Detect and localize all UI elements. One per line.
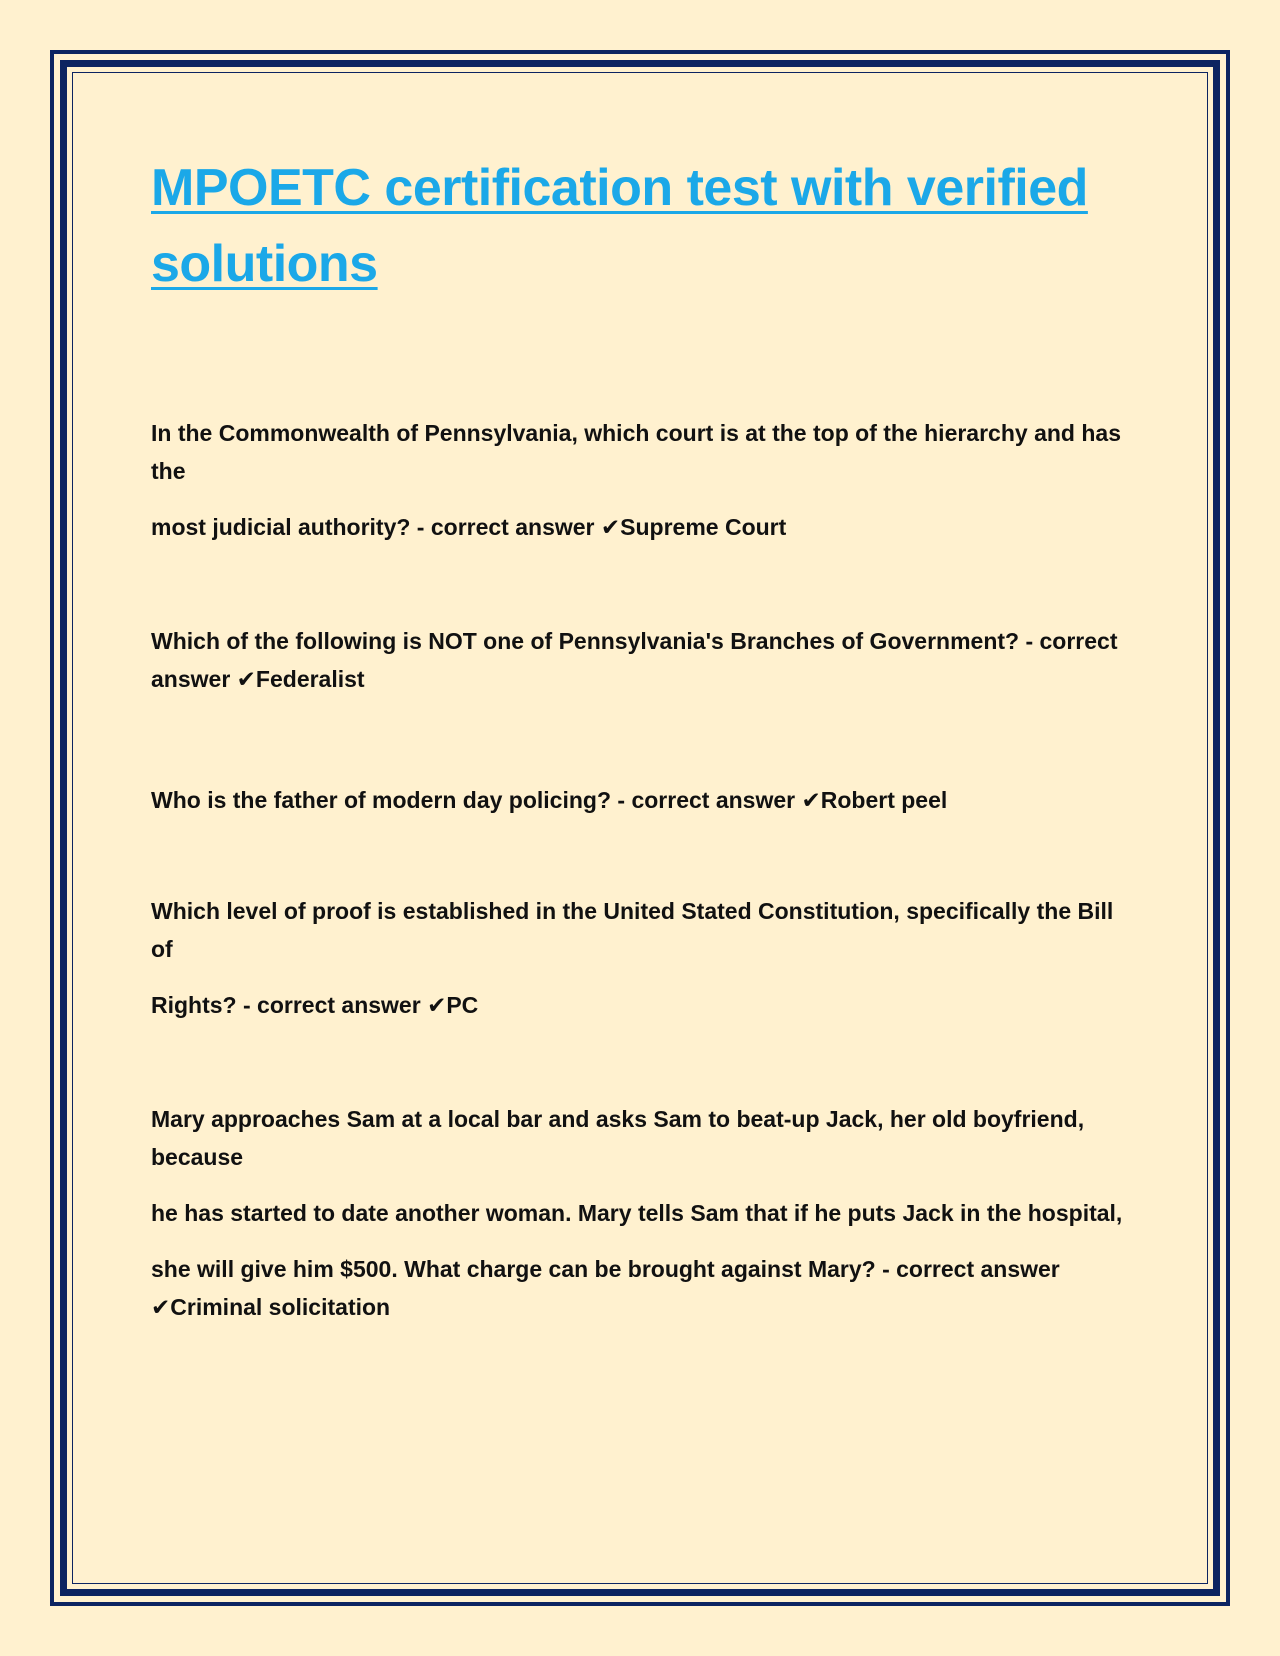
qa-item-2: [151, 622, 1141, 698]
document-title[interactable]: MPOETC certification test with verified solutions: [151, 159, 1088, 293]
qa-line: Which of the following is NOT one of Pennsylvania's Branches of Government? - correct answer ✔Federalist: [151, 628, 1118, 692]
qa-item-3: [151, 781, 1141, 819]
qa-line: Who is the father of modern day policing? - correct answer ✔Robert peel: [151, 787, 948, 813]
qa-line: Rights? - correct answer ✔PC: [151, 992, 479, 1018]
qa-line: she will give him $500. What charge can be brought against Mary? - correct answer ✔Criminal solicitation: [151, 1256, 1060, 1320]
qa-item-5: [151, 1100, 1141, 1326]
qa-line: In the Commonwealth of Pennsylvania, which court is at the top of the hierarchy and has the: [151, 420, 1121, 484]
qa-line: most judicial authority? - correct answer ✔Supreme Court: [151, 514, 787, 540]
qa-line: Which level of proof is established in the United Stated Constitution, specifically the Bill of: [151, 898, 1114, 962]
document-header: [151, 150, 1141, 302]
qa-item-1: [151, 414, 1141, 546]
qa-line: Mary approaches Sam at a local bar and asks Sam to beat-up Jack, her old boyfriend, because: [151, 1106, 1085, 1170]
qa-line: he has started to date another woman. Mary tells Sam that if he puts Jack in the hospital,: [151, 1200, 1123, 1226]
qa-item-4: [151, 892, 1141, 1024]
